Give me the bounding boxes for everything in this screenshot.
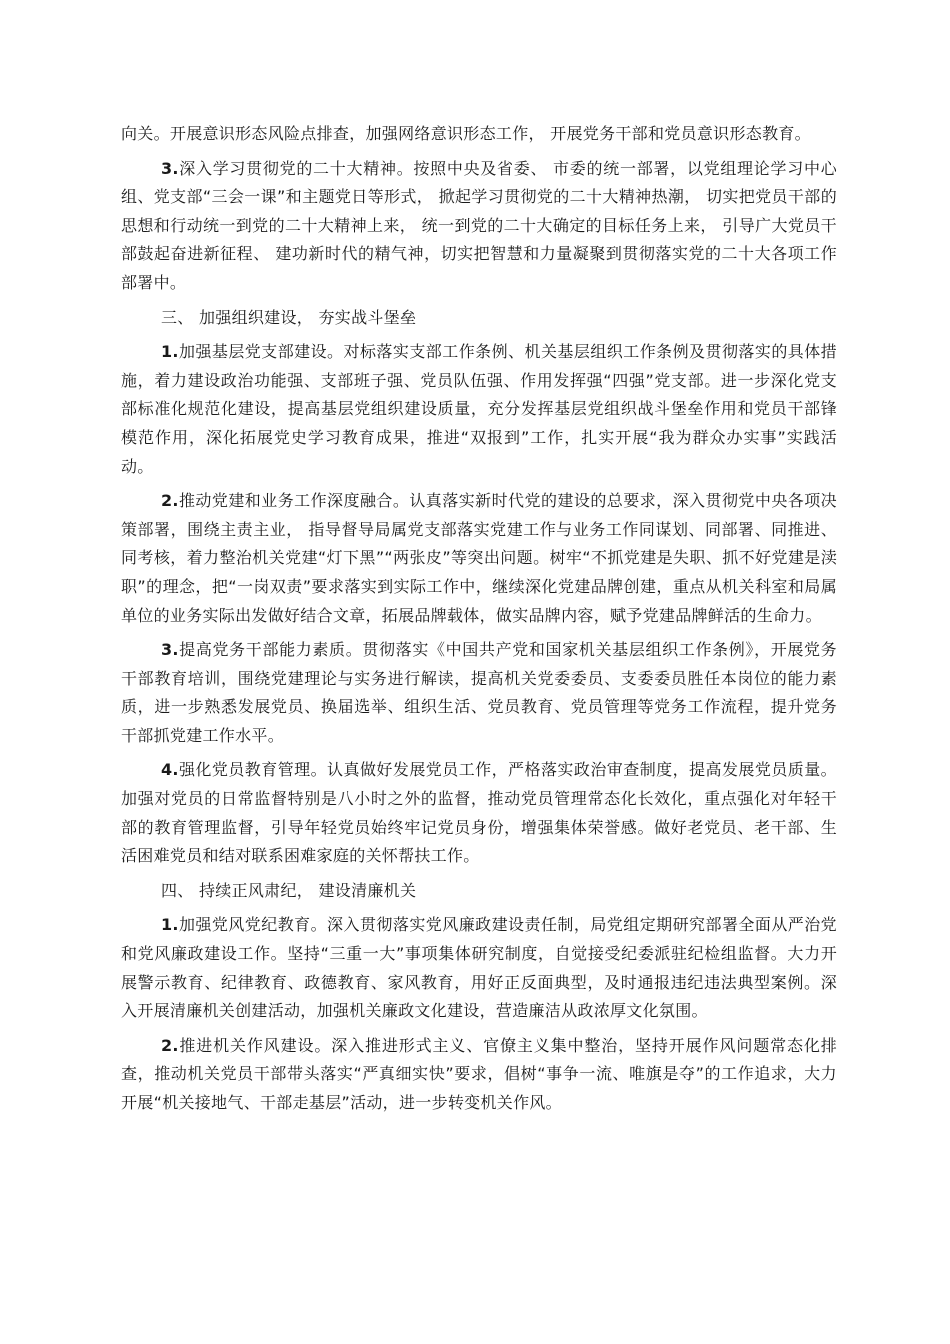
item-number: 2. xyxy=(161,491,179,511)
item-text: 加强党风党纪教育。深入贯彻落实党风廉政建设责任制，局党组定期研究部署全面从严治党和党风廉政建设工作。坚持“三重一大”事项集体研究制度，自觉接受纪委派驻纪检组监督。大力开展警示教育、纪律教育、政德教育、家风教育，用好正反面典型，及时通报违纪违法典型案例。深入开展清廉机关创建活动，加强机关廉政文化建设，营造廉洁从政浓厚文化氛围。 xyxy=(121,915,837,1021)
item-number: 1. xyxy=(161,342,179,362)
item-number: 1. xyxy=(161,915,179,935)
list-item xyxy=(121,338,837,481)
item-number: 3. xyxy=(161,640,179,660)
item-text: 强化党员教育管理。认真做好发展党员工作，严格落实政治审查制度，提高发展党员质量。加强对党员的日常监督特别是八小时之外的监督，推动党员管理常态化长效化，重点强化对年轻干部的教育管理监督，引导年轻党员始终牢记党员身份，增强集体荣誉感。做好老党员、老干部、生活困难党员和结对联系困难家庭的关怀帮扶工作。 xyxy=(121,760,837,866)
list-item xyxy=(121,911,837,1025)
document-page xyxy=(121,120,837,1118)
list-item xyxy=(121,1032,837,1118)
item-number: 4. xyxy=(161,760,179,780)
intro-paragraph: 向关。开展意识形态风险点排查，加强网络意识形态工作， 开展党务干部和党员意识形态教育。 xyxy=(121,124,811,143)
item-text: 提高党务干部能力素质。贯彻落实《中国共产党和国家机关基层组织工作条例》，开展党务干部教育培训，围绕党建理论与实务进行解读，提高机关党委委员、支委委员胜任本岗位的能力素质，进一步熟悉发展党员、换届选举、组织生活、党员教育、党员管理等党务工作流程，提升党务干部抓党建工作水平。 xyxy=(121,640,837,745)
section-heading: 三、 加强组织建设， 夯实战斗堡垒 xyxy=(161,307,417,327)
item-number: 2. xyxy=(161,1035,179,1055)
item-text: 加强基层党支部建设。对标落实支部工作条例、机关基层组织工作条例及贯彻落实的具体措施，着力建设政治功能强、支部班子强、党员队伍强、作用发挥强“四强”党支部。进一步深化党支部标准化规范化建设，提高基层党组织建设质量，充分发挥基层党组织战斗堡垒作用和党员干部锋模范作用，深化拓展党史学习教育成果，推进“双报到”工作，扎实开展“我为群众办实事”实践活动。 xyxy=(121,342,837,476)
list-item xyxy=(121,756,837,870)
list-item xyxy=(121,487,837,630)
item-text: 推动党建和业务工作深度融合。认真落实新时代党的建设的总要求，深入贯彻党中央各项决策部署，围绕主责主业， 指导督导局属党支部落实党建工作与业务工作同谋划、同部署、同推进、同考核，着力整治机关党建“灯下黑”“两张皮”等突出问题。树牢“不抓党建是失职、抓不好党建是渎职”的理念，把“一岗双责”要求落实到实际工作中，继续深化党建品牌创建，重点从机关科室和局属单位的业务实际出发做好结合文章，拓展品牌载体，做实品牌内容，赋予党建品牌鲜活的生命力。 xyxy=(121,491,837,625)
list-item xyxy=(121,636,837,750)
item-number: 3. xyxy=(161,158,179,178)
list-item xyxy=(121,155,837,298)
section-heading: 四、 持续正风肃纪， 建设清廉机关 xyxy=(161,880,417,900)
item-text: 推进机关作风建设。深入推进形式主义、官僚主义集中整治，坚持开展作风问题常态化排查，推动机关党员干部带头落实“严真细实快”要求，倡树“事争一流、唯旗是夺”的工作追求，大力开展“机关接地气、干部走基层”活动，进一步转变机关作风。 xyxy=(121,1035,837,1112)
item-text: 深入学习贯彻党的二十大精神。按照中央及省委、 市委的统一部署，以党组理论学习中心组、党支部“三会一课”和主题党日等形式， 掀起学习贯彻党的二十大精神热潮， 切实把党员干部的思想和行动统一到党的二十大精神上来， 统一到党的二十大确定的目标任务上来， 引导广大党员干部鼓起奋进新征程、 建功新时代的精气神，切实把智慧和力量凝聚到贯彻落实党的二十大各项工作部署中。 xyxy=(121,158,837,292)
